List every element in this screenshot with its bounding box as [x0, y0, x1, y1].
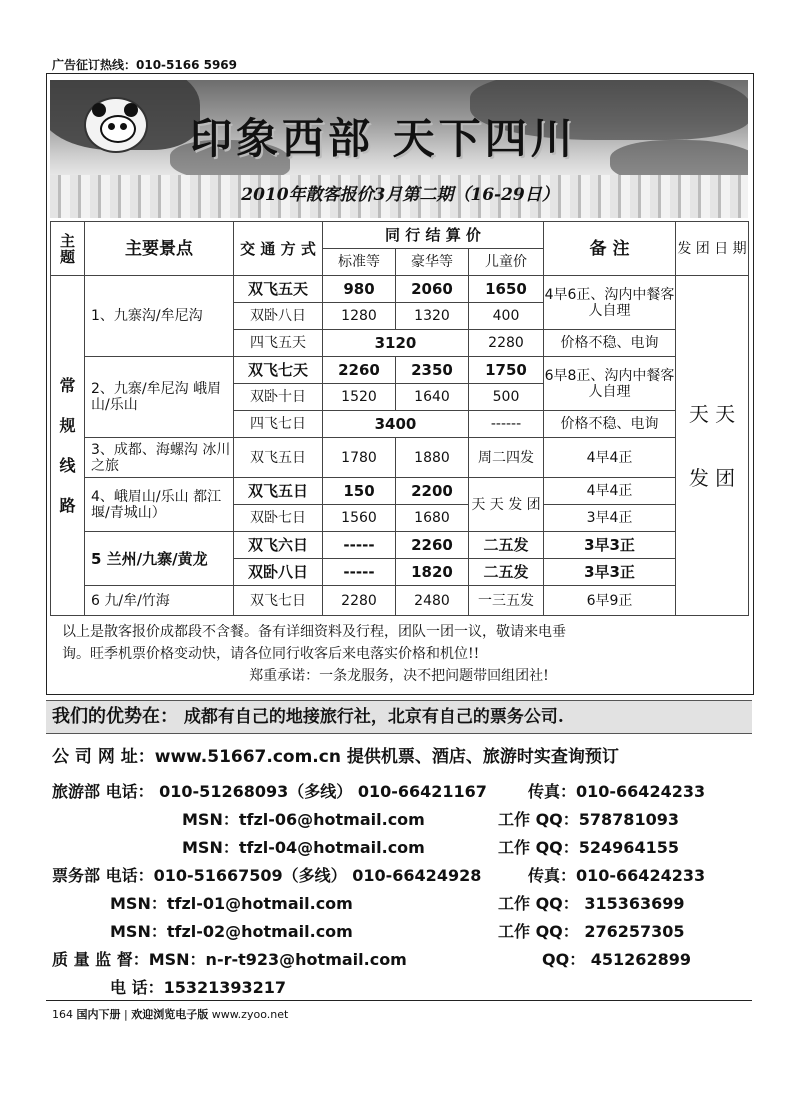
price-standard: 1520 — [323, 384, 396, 411]
quality-msn: 质 量 监 督：MSN：n-r-t923@hotmail.com — [52, 950, 407, 969]
price-standard: 980 — [323, 276, 396, 303]
route-name: 3、成都、海螺沟 冰川之旅 — [85, 438, 234, 478]
website-line: 公 司 网 址：www.51667.com.cn 提供机票、酒店、旅游时实查询预订 — [52, 747, 619, 767]
transport-mode: 双飞七日 — [234, 586, 323, 616]
advantage-text: 成都有自己的地接旅行社，北京有自己的票务公司. — [183, 707, 564, 727]
transport-mode: 双飞五日 — [234, 478, 323, 505]
price-deluxe: 2060 — [396, 276, 469, 303]
notes-block — [50, 621, 748, 687]
price-child: 周二四发 — [469, 438, 544, 478]
remark-cell: 3早3正 — [544, 559, 676, 586]
banner-title: 印象西部 天下四川 — [190, 114, 577, 163]
book-name: 国内下册 — [76, 1008, 121, 1021]
ticket-qq-1: 工作 QQ： 315363699 — [498, 894, 685, 913]
price-standard: 1780 — [323, 438, 396, 478]
banner-subtitle: 2010年散客报价3月第二期（16-29日） — [241, 185, 559, 205]
price-table — [50, 221, 749, 616]
transport-mode: 双卧八日 — [234, 559, 323, 586]
price-standard: 1560 — [323, 505, 396, 532]
travel-fax: 传真：010-66424233 — [528, 782, 706, 801]
advantage-label: 我们的优势在： — [52, 706, 178, 727]
transport-mode: 双飞七天 — [234, 357, 323, 384]
panda-logo-icon — [84, 97, 148, 153]
transport-mode: 双卧七日 — [234, 505, 323, 532]
ticket-phone: 票务部 电话：010-51667509（多线） 010-66424928 — [52, 866, 482, 885]
table-row — [51, 276, 749, 303]
table-row — [51, 478, 749, 505]
price-deluxe: 2200 — [396, 478, 469, 505]
remark-cell: 价格不稳、电询 — [544, 411, 676, 438]
quality-qq: QQ： 451262899 — [542, 950, 691, 969]
header-remark: 备 注 — [544, 222, 676, 276]
transport-mode: 四飞五天 — [234, 330, 323, 357]
price-deluxe: 2260 — [396, 532, 469, 559]
route-name: 6 九/牟/竹海 — [85, 586, 234, 616]
note-line: 以上是散客报价成都段不含餐。备有详细资料及行程，团队一团一议，敬请来电垂 — [62, 624, 566, 640]
travel-msn-1: MSN：tfzl-06@hotmail.com — [182, 810, 425, 829]
price-merged: 3400 — [323, 411, 469, 438]
transport-mode: 双卧十日 — [234, 384, 323, 411]
price-child: 500 — [469, 384, 544, 411]
transport-mode: 四飞七日 — [234, 411, 323, 438]
price-child: 二五发 — [469, 559, 544, 586]
price-standard: 150 — [323, 478, 396, 505]
price-merged: 3120 — [323, 330, 469, 357]
price-deluxe: 2480 — [396, 586, 469, 616]
travel-qq-2: 工作 QQ：524964155 — [498, 838, 679, 857]
departure-cell: 天 天 发 团 — [676, 276, 749, 616]
price-child: 天 天 发 团 — [469, 478, 544, 532]
remark-cell: 4早4正 — [544, 438, 676, 478]
footer-divider — [46, 1000, 752, 1001]
route-name: 4、峨眉山/乐山 都江堰/青城山） — [85, 478, 234, 532]
page-number: 164 — [52, 1008, 73, 1021]
travel-msn-2: MSN：tfzl-04@hotmail.com — [182, 838, 425, 857]
price-standard: 2260 — [323, 357, 396, 384]
transport-mode: 双飞五日 — [234, 438, 323, 478]
header-deluxe: 豪华等 — [396, 249, 469, 276]
route-name: 1、九寨沟/牟尼沟 — [85, 276, 234, 357]
header-theme: 主 题 — [51, 222, 85, 276]
header-departure: 发 团 日 期 — [676, 222, 749, 276]
price-child: 400 — [469, 303, 544, 330]
price-standard: 2280 — [323, 586, 396, 616]
remark-cell: 6早8正、沟内中餐客人自理 — [544, 357, 676, 411]
ticket-msn-1: MSN：tfzl-01@hotmail.com — [110, 894, 353, 913]
category-cell: 常 规 线 路 — [51, 276, 85, 616]
price-standard: 1280 — [323, 303, 396, 330]
price-deluxe: 2350 — [396, 357, 469, 384]
header-standard: 标准等 — [323, 249, 396, 276]
remark-cell: 3早4正 — [544, 505, 676, 532]
transport-mode: 双飞六日 — [234, 532, 323, 559]
quality-phone: 电 话：15321393217 — [110, 978, 287, 997]
price-deluxe: 1680 — [396, 505, 469, 532]
ticket-qq-2: 工作 QQ： 276257305 — [498, 922, 685, 941]
footer-url: www.zyoo.net — [211, 1008, 289, 1021]
table-row — [51, 438, 749, 478]
price-child: 2280 — [469, 330, 544, 357]
header-transport: 交 通 方 式 — [234, 222, 323, 276]
travel-phone: 旅游部 电话： 010-51268093（多线） 010-66421167 — [52, 782, 487, 801]
table-row — [51, 586, 749, 616]
table-row — [51, 357, 749, 384]
price-standard: ----- — [323, 559, 396, 586]
remark-cell: 4早4正 — [544, 478, 676, 505]
route-name: 2、九寨/牟尼沟 峨眉山/乐山 — [85, 357, 234, 438]
ticket-fax: 传真：010-66424233 — [528, 866, 706, 885]
price-child: 一三五发 — [469, 586, 544, 616]
remark-cell: 4早6正、沟内中餐客人自理 — [544, 276, 676, 330]
remark-cell: 价格不稳、电询 — [544, 330, 676, 357]
table-row — [51, 532, 749, 559]
footer: 164 国内下册 | 欢迎浏览电子版 www.zyoo.net — [52, 1008, 289, 1021]
price-child: 1650 — [469, 276, 544, 303]
header-child: 儿童价 — [469, 249, 544, 276]
header-settle-price: 同 行 结 算 价 — [323, 222, 544, 249]
price-deluxe: 1640 — [396, 384, 469, 411]
travel-qq-1: 工作 QQ：578781093 — [498, 810, 679, 829]
table-header-row — [51, 222, 749, 249]
header-spots: 主要景点 — [85, 222, 234, 276]
price-standard: ----- — [323, 532, 396, 559]
remark-cell: 3早3正 — [544, 532, 676, 559]
note-promise: 郑重承诺：一条龙服务，决不把问题带回组团社! — [249, 668, 549, 684]
transport-mode: 双飞五天 — [234, 276, 323, 303]
remark-cell: 6早9正 — [544, 586, 676, 616]
price-deluxe: 1320 — [396, 303, 469, 330]
footer-slogan: 欢迎浏览电子版 — [131, 1008, 209, 1021]
advantage-bar — [46, 700, 752, 734]
price-deluxe: 1880 — [396, 438, 469, 478]
price-child: 二五发 — [469, 532, 544, 559]
transport-mode: 双卧八日 — [234, 303, 323, 330]
price-deluxe: 1820 — [396, 559, 469, 586]
note-line: 询。旺季机票价格变动快，请各位同行收客后来电落实价格和机位!! — [62, 646, 480, 662]
price-child: ------ — [469, 411, 544, 438]
ticket-msn-2: MSN：tfzl-02@hotmail.com — [110, 922, 353, 941]
route-name: 5 兰州/九寨/黄龙 — [85, 532, 234, 586]
price-child: 1750 — [469, 357, 544, 384]
ad-hotline: 广告征订热线：010-5166 5969 — [52, 58, 238, 72]
